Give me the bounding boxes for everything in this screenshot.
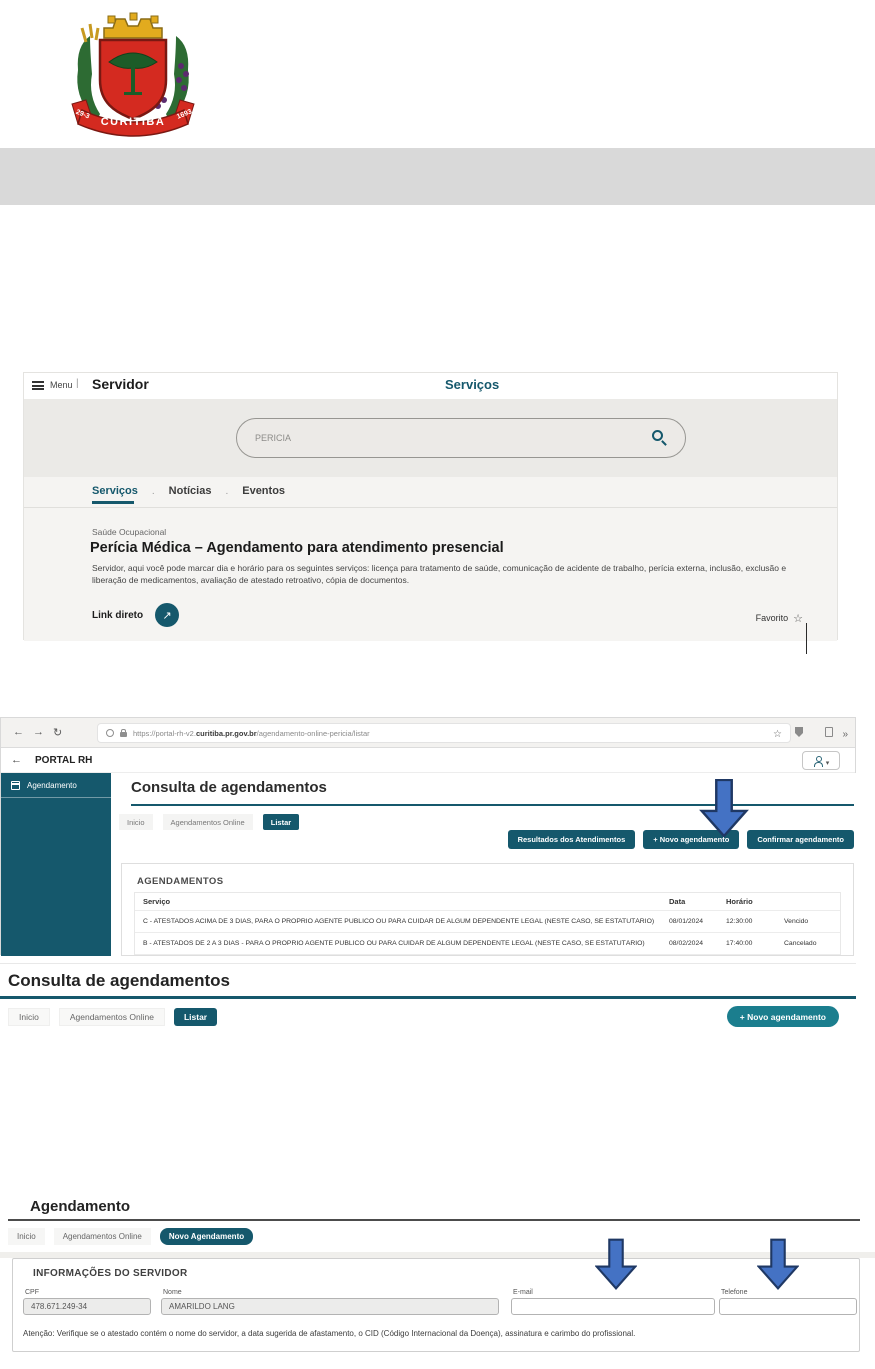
portal-content	[24, 477, 837, 641]
cell-servico: B - ATESTADOS DE 2 A 3 DIAS - PARA O PRÓPRIO AGENTE PÚBLICO OU PARA CUIDAR DE ALGUM DEPENDENTE LEGAL (NESTE CASO, SE ESTATUTÁRIO)	[143, 940, 645, 947]
browser-forward-icon[interactable]	[33, 726, 44, 738]
cell-data: 08/02/2024	[669, 940, 704, 947]
address-bar[interactable]	[97, 723, 791, 743]
sidebar	[1, 773, 111, 956]
browser-back-icon[interactable]	[13, 726, 24, 738]
tab-bar	[92, 485, 285, 497]
title-underline	[8, 1219, 860, 1221]
attention-note: Atenção: Verifique se o atestado contém o nome do servidor, a data sugerida de afastamento, o CID (Código Internacional da Doença), assinatura e carimbo do profissional.	[23, 1329, 636, 1338]
app-title: Servidor	[92, 376, 149, 392]
breadcrumb-listar[interactable]: Listar	[174, 1008, 217, 1026]
url-text: https://portal-rh-v2.curitiba.pr.gov.br/agendamento-online-pericia/listar	[133, 728, 370, 738]
favorite-star-icon[interactable]	[793, 609, 803, 627]
action-buttons	[508, 830, 854, 849]
header-separator: |	[76, 378, 79, 389]
table-row[interactable]	[135, 910, 840, 932]
telefone-field[interactable]	[719, 1298, 857, 1315]
person-icon	[813, 756, 823, 766]
page-title: Serviços	[445, 377, 500, 392]
tab-dot: .	[225, 485, 229, 497]
novo-agendamento-button[interactable]: + Novo agendamento	[643, 830, 739, 849]
col-data: Data	[669, 897, 686, 906]
link-direto-row	[92, 603, 179, 627]
screenshot-consulta-crop	[0, 963, 856, 1026]
breadcrumb-listar[interactable]: Listar	[263, 814, 299, 830]
curitiba-crest-logo	[38, 6, 228, 144]
gray-divider-band	[0, 148, 875, 205]
lock-icon	[120, 732, 127, 737]
link-direto-icon[interactable]	[155, 603, 179, 627]
breadcrumb	[119, 814, 299, 830]
breadcrumb-agendamentos-online[interactable]: Agendamentos Online	[54, 1228, 151, 1245]
crest-ribbon-left: 29-3	[74, 108, 91, 121]
menu-label[interactable]: Menu	[50, 380, 73, 390]
screenshot-browser-consulta	[0, 717, 856, 955]
cpf-field-group	[23, 1289, 151, 1315]
col-horario: Horário	[726, 897, 753, 906]
table-header	[135, 893, 840, 910]
tab-dot: .	[151, 485, 155, 497]
agendamentos-card-title: AGENDAMENTOS	[137, 876, 224, 887]
annotation-arrow-down	[595, 1232, 637, 1296]
email-label: E-mail	[513, 1289, 533, 1296]
cell-horario: 17:40:00	[726, 940, 753, 947]
chevron-down-icon	[826, 752, 830, 770]
extensions-icon[interactable]	[825, 727, 833, 737]
tab-divider	[24, 507, 837, 508]
portal-rh-title: PORTAL RH	[35, 755, 93, 766]
agendamentos-card	[121, 863, 854, 956]
breadcrumb	[8, 1008, 217, 1026]
breadcrumb-novo-agendamento[interactable]: Novo Agendamento	[160, 1228, 253, 1245]
breadcrumb-inicio[interactable]: Inicio	[8, 1228, 45, 1245]
calendar-icon	[11, 781, 20, 790]
title-underline	[0, 996, 856, 999]
overflow-menu-icon[interactable]	[842, 724, 848, 742]
hamburger-menu-icon[interactable]	[32, 381, 44, 390]
consulta-title: Consulta de agendamentos	[8, 971, 230, 990]
breadcrumb-agendamentos-online[interactable]: Agendamentos Online	[163, 814, 253, 830]
screenshot-novo-agendamento	[0, 1195, 875, 1357]
search-icon[interactable]	[652, 430, 663, 441]
sidebar-item-label: Agendamento	[27, 780, 77, 790]
service-description: Servidor, aqui você pode marcar dia e horário para os seguintes serviços: licença para tratamento de saúde, comunicação de acidente de trabalho, perícia externa, inclusão, exclusão e liberação de medicamentos, avaliação de atestado retroativo, cópia de documentos.	[92, 563, 787, 585]
informacoes-servidor-card	[12, 1258, 860, 1352]
tab-eventos[interactable]: Eventos	[242, 485, 286, 497]
text-cursor-mark	[806, 623, 807, 654]
breadcrumb-inicio[interactable]: Inicio	[119, 814, 153, 830]
nome-field-group	[161, 1289, 499, 1315]
telefone-label: Telefone	[721, 1289, 748, 1296]
breadcrumb-agendamentos-online[interactable]: Agendamentos Online	[59, 1008, 165, 1026]
bookmark-star-icon[interactable]	[773, 724, 782, 742]
cell-horario: 12:30:00	[726, 918, 753, 925]
email-field[interactable]	[511, 1298, 715, 1315]
table-row[interactable]	[135, 932, 840, 954]
search-box[interactable]	[236, 418, 686, 458]
permissions-icon[interactable]	[106, 729, 114, 737]
search-area	[24, 399, 837, 477]
tab-noticias[interactable]: Notícias	[168, 485, 212, 497]
sidebar-item-agendamento[interactable]	[1, 773, 111, 798]
consulta-main	[111, 773, 857, 956]
tab-servicos[interactable]: Serviços	[92, 485, 138, 497]
cell-data: 08/01/2024	[669, 918, 704, 925]
service-category: Saúde Ocupacional	[92, 527, 167, 537]
agendamentos-table	[134, 892, 841, 956]
favorito-label: Favorito	[755, 613, 789, 623]
crest-ribbon-right: 1693	[175, 108, 193, 121]
favorito-control[interactable]	[756, 609, 803, 627]
service-title: Perícia Médica – Agendamento para atendimento presencial	[90, 540, 504, 556]
consulta-title: Consulta de agendamentos	[131, 779, 327, 796]
crest-banner-text: CURITIBA	[100, 116, 166, 128]
card-title: INFORMAÇÕES DO SERVIDOR	[33, 1268, 188, 1279]
screenshot-servidor-portal	[23, 372, 838, 640]
status-badge: Vencido	[784, 918, 809, 925]
resultados-atendimentos-button[interactable]: Resultados dos Atendimentos	[508, 830, 636, 849]
nome-field[interactable]	[161, 1298, 499, 1315]
breadcrumb-inicio[interactable]: Inicio	[8, 1008, 50, 1026]
crest-crown	[104, 13, 162, 38]
novo-agendamento-pill-button[interactable]: + Novo agendamento	[727, 1006, 839, 1027]
cell-servico: C - ATESTADOS ACIMA DE 3 DIAS, PARA O PRÓPRIO AGENTE PÚBLICO OU PARA CUIDAR DE ALGUM DEPENDENTE LEGAL (NESTE CASO, SE ESTATUTÁRIO)	[143, 918, 655, 925]
portal-rh-appbar	[1, 748, 855, 773]
col-servico: Serviço	[143, 897, 171, 906]
nome-label: Nome	[163, 1289, 182, 1296]
agendamento-title: Agendamento	[30, 1198, 131, 1215]
breadcrumb	[8, 1228, 253, 1245]
confirmar-agendamento-button[interactable]: Confirmar agendamento	[747, 830, 854, 849]
cpf-field[interactable]	[23, 1298, 151, 1315]
status-badge: Cancelado	[784, 940, 817, 947]
search-input[interactable]	[255, 419, 635, 457]
link-direto-label: Link direto	[92, 609, 144, 621]
browser-reload-icon[interactable]	[53, 726, 62, 739]
cpf-label: CPF	[25, 1289, 39, 1296]
user-menu-button[interactable]	[802, 751, 840, 770]
shield-icon[interactable]	[795, 727, 803, 737]
portal-header	[24, 373, 837, 399]
table-row-cutoff	[135, 954, 840, 956]
browser-toolbar	[1, 718, 855, 748]
annotation-arrow-down	[757, 1232, 799, 1296]
back-arrow-icon[interactable]	[11, 754, 22, 766]
annotation-arrow-down	[699, 779, 749, 837]
